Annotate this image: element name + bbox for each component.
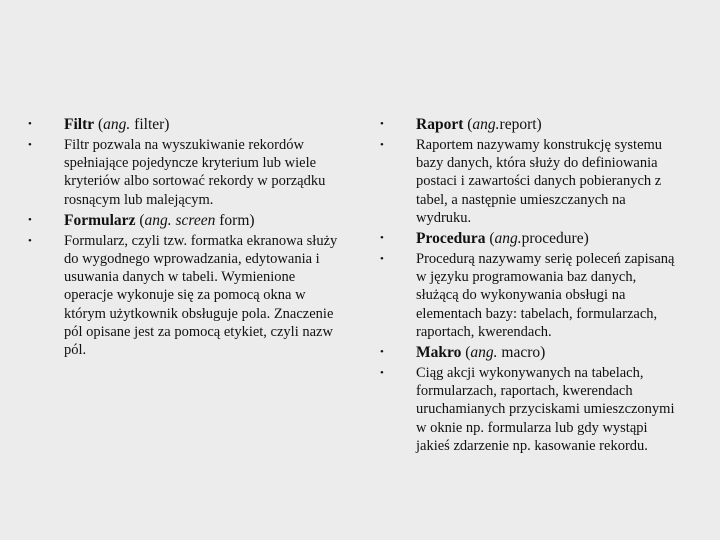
- left-column: [26, 115, 344, 361]
- term-makro: Makro: [416, 344, 462, 362]
- bullet-icon: •: [380, 253, 384, 266]
- term-formularz-english: form): [215, 211, 255, 229]
- description-text: Formularz, czyli tzw. formatka ekranowa służy do wygodnego wprowadzania, edytowania i usuwania danych w tabeli. Wymienione operacje wykonuje się za pomocą okna w którym użytkownik obsługuje pola. Znaczenie pól opisane jest za pomocą etykiet, czyli nazw pól.: [64, 232, 338, 359]
- term-filtr-description: [26, 136, 344, 209]
- bullet-icon: •: [380, 346, 384, 359]
- abbr-ang: ang.: [103, 116, 131, 133]
- bullet-icon: •: [28, 139, 32, 151]
- description-text: Filtr pozwala na wyszukiwanie rekordów spełniające pojedyncze kryterium lub wiele kryteriów albo sortować rekordy w porządku rosnącym lub malejącym.: [64, 137, 326, 208]
- term-formularz-description: [26, 232, 344, 359]
- abbr-ang: ang.: [472, 116, 500, 133]
- term-procedura-description: [378, 250, 678, 341]
- term-formularz: Formularz: [64, 211, 136, 229]
- right-column: [378, 115, 678, 457]
- term-filtr: Filtr: [64, 116, 95, 133]
- term-filtr-english: filter): [130, 116, 170, 133]
- term-raport: Raport: [416, 116, 464, 133]
- term-procedura-heading: [378, 229, 678, 248]
- description-text: Procedurą nazywamy serię poleceń zapisaną w języku programowania baz danych, służącą do wykonywania obsługi na elementach bazy: tabelach, formularzach, raportach, kwerendach.: [416, 251, 675, 340]
- bullet-icon: •: [28, 118, 32, 130]
- paren-open: (: [463, 116, 473, 133]
- bullet-icon: •: [380, 232, 384, 245]
- term-filtr-heading: [26, 115, 344, 134]
- bullet-icon: •: [380, 118, 384, 130]
- term-raport-heading: [378, 115, 678, 134]
- description-text: Ciąg akcji wykonywanych na tabelach, formularzach, raportach, kwerendach uruchamianych przyciskami umieszczonymi w oknie np. formularza lub gdy wystąpi jakieś zdarzenie np. kasowanie rekordu.: [416, 365, 675, 454]
- abbr-ang: ang.: [144, 211, 172, 229]
- term-formularz-italic: screen: [175, 211, 216, 229]
- abbr-ang: ang.: [494, 230, 522, 248]
- term-raport-description: [378, 136, 678, 227]
- paren-open: (: [485, 230, 495, 248]
- term-makro-heading: [378, 343, 678, 362]
- bullet-icon: •: [380, 367, 384, 380]
- paren-open: (: [94, 116, 104, 133]
- bullet-icon: •: [28, 234, 32, 247]
- term-makro-description: [378, 364, 678, 455]
- term-raport-english: report): [499, 116, 542, 133]
- term-formularz-heading: [26, 211, 344, 230]
- bullet-icon: •: [28, 213, 32, 226]
- bullet-icon: •: [380, 139, 384, 151]
- description-text: Raportem nazywamy konstrukcję systemu bazy danych, która służy do definiowania postaci i zawartości danych pobieranych z tabel, a następnie umieszczanych na wydruku.: [416, 137, 663, 226]
- paren-open: (: [135, 211, 145, 229]
- term-procedura: Procedura: [416, 230, 486, 248]
- term-makro-english: macro): [497, 344, 546, 362]
- abbr-ang: ang.: [470, 344, 498, 362]
- term-procedura-english: procedure): [521, 230, 589, 248]
- paren-open: (: [461, 344, 471, 362]
